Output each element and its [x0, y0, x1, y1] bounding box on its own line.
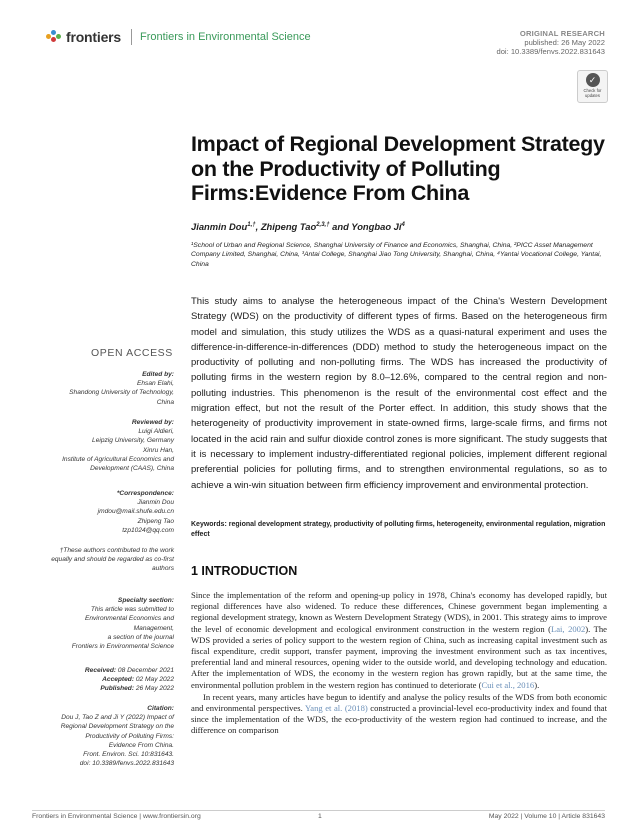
- author-separator: and: [329, 221, 352, 232]
- author-list: [191, 221, 405, 232]
- citation-line: Front. Environ. Sci. 10:831643.: [83, 751, 174, 759]
- corr-name: Zhipeng Tao: [137, 517, 174, 525]
- specialty-line: a section of the journal: [107, 633, 174, 641]
- received-value: 08 December 2021: [117, 667, 174, 674]
- specialty-line: Management,: [133, 624, 174, 632]
- citation-link[interactable]: Lai, 2002: [550, 623, 586, 634]
- citation-line: Evidence From China.: [108, 741, 174, 749]
- citation-link[interactable]: Yang et al. (2018): [304, 703, 368, 714]
- editor-line: China: [156, 398, 174, 406]
- reviewer-line[interactable]: Luigi Aldieri,: [138, 428, 174, 436]
- text-run: ).: [534, 679, 540, 690]
- published-date: [14, 684, 174, 693]
- abstract: This study aims to analyse the heterogeneous impact of the China's Western Development Strategy (WDS) on the productivity of different types of firms. Based on the heterogeneous firm model and simulation, this study utilizes the WDS as a quasi-natural experiment and uses the difference-in-difference-in-differences (DDD) method to study the heterogeneous impact on the productivity of polluting and non-polluting firms. The WDS has increased the productivity of polluting firms in the western region by 8.0–12.6%, compared to the central region and non-polluting industries. This phenomenon is the result of the environmental cost effect and the migration effect, but not the result of the Porter effect. In addition, this study shows that the heterogeneity of productivity improvement in state-owned firms, large-scale firms, and firms not located in the acid rain and sulfur dioxide control zones is more significant. The study suggests that it is necessary to implement industry-differentiated regional policies, implement different regional preferential policies for polluting firms, and to strengthen environmental regulations, so as to achieve a win-win situation between firm efficiency improvement and environmental protection.: [191, 296, 607, 491]
- received-date: [14, 666, 174, 675]
- check-for-updates-badge[interactable]: [577, 70, 608, 103]
- reviewer-line: Institute of Agricultural Economics and: [62, 455, 174, 463]
- author-name[interactable]: Yongbao Ji: [351, 221, 402, 232]
- badge-label: Check for updates: [583, 88, 602, 98]
- body-text: [191, 590, 607, 737]
- article-title: Impact of Regional Development Strategy on the Productivity of Polluting Firms:Evidence From China: [191, 132, 605, 205]
- frontiers-logo-icon: [46, 30, 62, 44]
- reviewer-line[interactable]: Xinru Han,: [142, 446, 174, 454]
- edited-by: [14, 370, 174, 407]
- citation-line: Productivity of Polluting Firms:: [85, 732, 174, 740]
- article-meta: [496, 29, 605, 56]
- author-affil-sup: 1,†: [247, 221, 256, 228]
- citation: [14, 704, 174, 768]
- logo-divider: [131, 29, 132, 45]
- footer-divider: [32, 810, 605, 811]
- correspondence-label: *Correspondence:: [116, 490, 174, 497]
- author-name[interactable]: Zhipeng Tao: [260, 221, 317, 232]
- text-run: ). The WDS provided a series of policy support to the western region of China, such as increasing capital investment such as fiscal expenditure, credit support, transfer payment, improving the investment environment such as tax incentives, preferential land and mineral resources, opening wider to the outside world, and developing technology and education. After the implementation of WDS, the economy in the western region has grown rapidly, but at the same time, the environmental pollution problem in the western region has continued to deteriorate (: [191, 623, 607, 690]
- journal-name[interactable]: Frontiers in Environmental Science: [140, 31, 311, 43]
- corr-email[interactable]: tzp1024@qq.com: [122, 526, 174, 534]
- footer-article-info: May 2022 | Volume 10 | Article 831643: [488, 813, 605, 820]
- corr-email[interactable]: jmdou@mail.shufe.edu.cn: [97, 508, 174, 516]
- accepted-label: Accepted:: [102, 676, 135, 684]
- open-access-label: OPEN ACCESS: [91, 347, 173, 359]
- specialty-line: Frontiers in Environmental Science: [71, 643, 174, 651]
- editor-line[interactable]: Ehsan Elahi,: [136, 380, 174, 388]
- keywords: Keywords: regional development strategy, productivity of polluting firms, heterogeneity, environmental regulation, migration effect: [191, 521, 606, 538]
- accepted-date: [14, 675, 174, 684]
- paragraph: [191, 692, 607, 737]
- article-type: ORIGINAL RESEARCH: [519, 29, 605, 38]
- logo-wordmark: frontiers: [66, 29, 121, 45]
- citation-line: Regional Development Strategy on the: [60, 723, 174, 731]
- bookmark-icon: ✓: [586, 73, 600, 87]
- published-label: Published:: [100, 685, 135, 693]
- reviewer-line: Leipzig University, Germany: [92, 437, 174, 445]
- reviewer-line: Development (CAAS), China: [90, 465, 174, 473]
- author-name[interactable]: Jianmin Dou: [191, 221, 248, 232]
- editor-line: Shandong University of Technology,: [69, 389, 174, 397]
- corr-name: Jianmin Dou: [137, 499, 174, 507]
- paragraph: [191, 590, 607, 691]
- page-number: 1: [318, 813, 322, 820]
- published-value: 26 May 2022: [135, 685, 174, 693]
- text-run: constructed a provincial-level eco-productivity index and found that since the implementation of the WDS, the eco-productivity of the western region had continued to increase, and the difference on comparison: [191, 703, 608, 736]
- specialty-label: Specialty section:: [117, 597, 174, 604]
- doi-link[interactable]: doi: 10.3389/fenvs.2022.831643: [496, 47, 605, 56]
- citation-link[interactable]: Cui et al., 2016: [481, 679, 535, 690]
- author-affil-sup: 2,3,†: [316, 221, 330, 228]
- dates: [14, 666, 174, 694]
- frontiers-logo[interactable]: [46, 29, 311, 45]
- reviewed-label: Reviewed by:: [131, 419, 174, 426]
- citation-line: Dou J, Tao Z and Ji Y (2022) Impact of: [61, 714, 174, 722]
- equal-contribution-note: †These authors contributed to the work equally and should be regarded as co-first authors: [51, 547, 174, 573]
- received-label: Received:: [84, 667, 117, 674]
- accepted-value: 02 May 2022: [135, 676, 174, 684]
- specialty-line: This article was submitted to: [90, 606, 174, 614]
- correspondence: [14, 489, 174, 535]
- author-separator: ,: [255, 221, 261, 232]
- section-heading: 1 INTRODUCTION: [191, 564, 298, 578]
- reviewed-by: [14, 418, 174, 473]
- author-affil-sup: 4: [401, 221, 405, 228]
- citation-label: Citation:: [147, 705, 174, 712]
- published-date: published: 26 May 2022: [524, 38, 605, 47]
- affiliations: ¹School of Urban and Regional Science, Shanghai University of Finance and Economics, Shanghai, China, ²PICC Asset Management Company Limited, Shanghai, China, ³Antai College, Shanghai Jiao Tong University, Shanghai, China, ⁴Yantai Vocational College, Yantai, China: [191, 242, 602, 268]
- specialty-section: [14, 596, 174, 651]
- specialty-line: Environmental Economics and: [84, 615, 174, 623]
- citation-doi[interactable]: doi: 10.3389/fenvs.2022.831643: [79, 760, 174, 768]
- text-run: Since the implementation of the reform and opening-up policy in 1978, China's economy has developed rapidly, but regional differences have also widened. To reduce these differences, Chinese government began implementing a regional development strategy, known as Western Development Strategy (WDS), in 2001. This strategy aims to improve the level of economic development and ecological environment construction in the western region (: [191, 590, 607, 634]
- text-run: In recent years, many articles have begun to identify and analyse the policy results of the WDS from both economic and environmental perspectives.: [191, 691, 607, 714]
- footer-journal-link[interactable]: Frontiers in Environmental Science | www.frontiersin.org: [32, 813, 201, 820]
- edited-label: Edited by:: [142, 371, 174, 378]
